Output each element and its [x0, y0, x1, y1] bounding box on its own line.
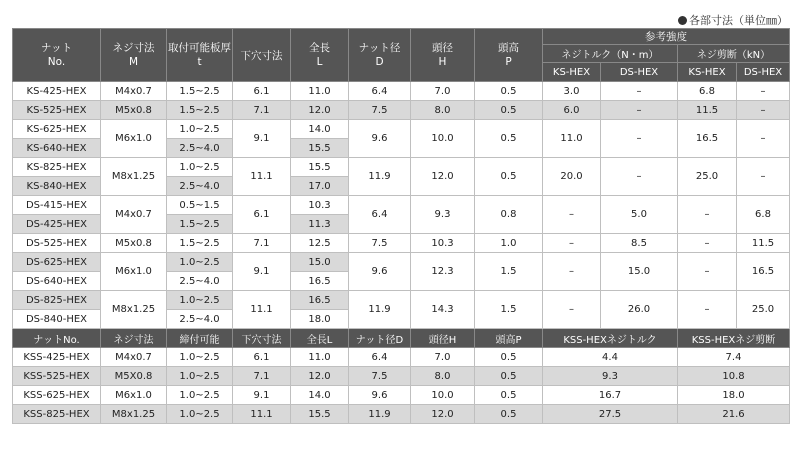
- cell-t: 1.5~2.5: [167, 234, 233, 253]
- cell-h: 10.0: [411, 120, 475, 158]
- col-head-dia: 頭径 H: [411, 29, 475, 82]
- cell-h: 7.0: [411, 82, 475, 101]
- cell-tq-ks: –: [543, 291, 601, 329]
- cell-p: 0.5: [475, 82, 543, 101]
- cell-d: 9.6: [349, 253, 411, 291]
- cell-sh-ks: –: [678, 196, 737, 234]
- cell-l: 16.5: [291, 272, 349, 291]
- cell-no: KS-640-HEX: [13, 139, 101, 158]
- cell-h: 14.3: [411, 291, 475, 329]
- cell-m: M6x1.0: [101, 253, 167, 291]
- cell-tq-ks: –: [543, 196, 601, 234]
- cell-tq-ds: 15.0: [601, 253, 678, 291]
- cell-d: 6.4: [349, 196, 411, 234]
- cell-l: 12.0: [291, 367, 349, 386]
- table-row: [13, 120, 790, 139]
- table-row: [13, 158, 790, 177]
- cell-no: KS-840-HEX: [13, 177, 101, 196]
- cell-sh-ds: –: [737, 82, 790, 101]
- cell-tq-ks: 20.0: [543, 158, 601, 196]
- col-torque: ネジトルク（N・m）: [543, 45, 678, 63]
- table-row: [13, 386, 790, 405]
- cell-no: KSS-825-HEX: [13, 405, 101, 424]
- cell-m: M4x0.7: [101, 196, 167, 234]
- cell-p: 0.5: [475, 348, 543, 367]
- cell-h: 7.0: [411, 348, 475, 367]
- table-row: [13, 196, 790, 215]
- cell-hole: 7.1: [233, 234, 291, 253]
- cell-tq-ks: 11.0: [543, 120, 601, 158]
- cell-no: DS-640-HEX: [13, 272, 101, 291]
- cell-no: DS-825-HEX: [13, 291, 101, 310]
- cell-h: 12.3: [411, 253, 475, 291]
- cell-d: 6.4: [349, 82, 411, 101]
- cell-t: 1.0~2.5: [167, 405, 233, 424]
- cell-sh: 18.0: [678, 386, 790, 405]
- cell-l: 12.5: [291, 234, 349, 253]
- cell-t: 2.5~4.0: [167, 139, 233, 158]
- cell-p: 0.5: [475, 158, 543, 196]
- cell-d: 6.4: [349, 348, 411, 367]
- cell-t: 1.0~2.5: [167, 253, 233, 272]
- cell-sh-ks: 16.5: [678, 120, 737, 158]
- cell-p: 1.0: [475, 234, 543, 253]
- cell-sh: 21.6: [678, 405, 790, 424]
- unit-note: [678, 12, 788, 28]
- cell-tq-ds: –: [601, 120, 678, 158]
- cell-sh-ks: 25.0: [678, 158, 737, 196]
- cell-sh: 7.4: [678, 348, 790, 367]
- col2-head-h: 頭高P: [475, 329, 543, 348]
- cell-l: 11.3: [291, 215, 349, 234]
- bullet-icon: [678, 16, 687, 25]
- cell-h: 10.3: [411, 234, 475, 253]
- cell-p: 0.5: [475, 367, 543, 386]
- cell-m: M4x0.7: [101, 348, 167, 367]
- cell-d: 9.6: [349, 386, 411, 405]
- cell-hole: 11.1: [233, 158, 291, 196]
- cell-t: 0.5~1.5: [167, 196, 233, 215]
- cell-p: 0.5: [475, 101, 543, 120]
- cell-no: KS-625-HEX: [13, 120, 101, 139]
- cell-sh-ks: 11.5: [678, 101, 737, 120]
- cell-no: KSS-425-HEX: [13, 348, 101, 367]
- table-row: [13, 253, 790, 272]
- cell-l: 16.5: [291, 291, 349, 310]
- cell-t: 1.0~2.5: [167, 367, 233, 386]
- cell-tq-ds: –: [601, 101, 678, 120]
- col-torque-ds: DS-HEX: [601, 63, 678, 82]
- cell-no: KS-525-HEX: [13, 101, 101, 120]
- cell-l: 12.0: [291, 101, 349, 120]
- cell-t: 2.5~4.0: [167, 310, 233, 329]
- cell-sh-ds: 25.0: [737, 291, 790, 329]
- cell-p: 0.8: [475, 196, 543, 234]
- cell-tq-ds: 5.0: [601, 196, 678, 234]
- table-row: [13, 348, 790, 367]
- cell-tq-ds: 8.5: [601, 234, 678, 253]
- cell-t: 1.5~2.5: [167, 101, 233, 120]
- cell-tq-ks: –: [543, 253, 601, 291]
- table-row: [13, 101, 790, 120]
- cell-m: M6x1.0: [101, 386, 167, 405]
- cell-m: M8x1.25: [101, 158, 167, 196]
- cell-l: 14.0: [291, 386, 349, 405]
- cell-sh-ds: 16.5: [737, 253, 790, 291]
- cell-l: 10.3: [291, 196, 349, 215]
- cell-tq-ds: –: [601, 158, 678, 196]
- cell-h: 8.0: [411, 101, 475, 120]
- cell-t: 1.5~2.5: [167, 215, 233, 234]
- cell-sh-ds: –: [737, 120, 790, 158]
- cell-m: M5X0.8: [101, 367, 167, 386]
- col2-neji: ネジ寸法: [101, 329, 167, 348]
- cell-tq-ks: –: [543, 234, 601, 253]
- cell-tq-ds: 26.0: [601, 291, 678, 329]
- cell-hole: 6.1: [233, 82, 291, 101]
- cell-hole: 6.1: [233, 196, 291, 234]
- cell-no: KS-825-HEX: [13, 158, 101, 177]
- cell-no: KS-425-HEX: [13, 82, 101, 101]
- cell-d: 11.9: [349, 291, 411, 329]
- cell-hole: 7.1: [233, 101, 291, 120]
- cell-sh-ds: –: [737, 158, 790, 196]
- cell-m: M4x0.7: [101, 82, 167, 101]
- col-board: 取付可能板厚 t: [167, 29, 233, 82]
- col2-torque: KSS-HEXネジトルク: [543, 329, 678, 348]
- cell-sh-ks: 6.8: [678, 82, 737, 101]
- cell-l: 17.0: [291, 177, 349, 196]
- col-shear-ks: KS-HEX: [678, 63, 737, 82]
- cell-no: DS-525-HEX: [13, 234, 101, 253]
- cell-m: M5x0.8: [101, 234, 167, 253]
- cell-h: 10.0: [411, 386, 475, 405]
- col-shear-ds: DS-HEX: [737, 63, 790, 82]
- cell-sh-ds: 6.8: [737, 196, 790, 234]
- col2-nut-no: ナットNo.: [13, 329, 101, 348]
- table-row: [13, 234, 790, 253]
- cell-p: 1.5: [475, 291, 543, 329]
- cell-hole: 9.1: [233, 386, 291, 405]
- cell-hole: 11.1: [233, 405, 291, 424]
- cell-l: 15.5: [291, 158, 349, 177]
- cell-d: 7.5: [349, 234, 411, 253]
- cell-l: 11.0: [291, 82, 349, 101]
- cell-t: 1.0~2.5: [167, 348, 233, 367]
- cell-tq: 27.5: [543, 405, 678, 424]
- cell-d: 9.6: [349, 120, 411, 158]
- col-neji: ネジ寸法 M: [101, 29, 167, 82]
- cell-tq-ks: 6.0: [543, 101, 601, 120]
- cell-sh-ds: –: [737, 101, 790, 120]
- col2-length: 全長L: [291, 329, 349, 348]
- cell-d: 11.9: [349, 405, 411, 424]
- cell-sh-ks: –: [678, 291, 737, 329]
- cell-d: 7.5: [349, 367, 411, 386]
- table-row: [13, 367, 790, 386]
- col-torque-ks: KS-HEX: [543, 63, 601, 82]
- col2-nut-dia: ナット径D: [349, 329, 411, 348]
- col2-shear: KSS-HEXネジ剪断: [678, 329, 790, 348]
- table-row: [13, 291, 790, 310]
- cell-l: 15.5: [291, 139, 349, 158]
- col2-board: 締付可能: [167, 329, 233, 348]
- table-row: [13, 405, 790, 424]
- cell-p: 1.5: [475, 253, 543, 291]
- cell-hole: 9.1: [233, 253, 291, 291]
- cell-t: 1.0~2.5: [167, 386, 233, 405]
- table-row: [13, 82, 790, 101]
- cell-h: 12.0: [411, 158, 475, 196]
- cell-sh: 10.8: [678, 367, 790, 386]
- cell-m: M8x1.25: [101, 405, 167, 424]
- spec-table: [12, 28, 790, 424]
- cell-p: 0.5: [475, 405, 543, 424]
- cell-t: 1.5~2.5: [167, 82, 233, 101]
- cell-l: 14.0: [291, 120, 349, 139]
- cell-l: 18.0: [291, 310, 349, 329]
- cell-tq: 16.7: [543, 386, 678, 405]
- cell-p: 0.5: [475, 386, 543, 405]
- col-hole: 下穴寸法: [233, 29, 291, 82]
- cell-sh-ks: –: [678, 234, 737, 253]
- cell-t: 1.0~2.5: [167, 120, 233, 139]
- cell-m: M5x0.8: [101, 101, 167, 120]
- cell-tq: 4.4: [543, 348, 678, 367]
- cell-t: 2.5~4.0: [167, 177, 233, 196]
- cell-no: KSS-525-HEX: [13, 367, 101, 386]
- cell-tq: 9.3: [543, 367, 678, 386]
- cell-hole: 9.1: [233, 120, 291, 158]
- cell-no: DS-415-HEX: [13, 196, 101, 215]
- cell-h: 12.0: [411, 405, 475, 424]
- cell-l: 15.5: [291, 405, 349, 424]
- cell-p: 0.5: [475, 120, 543, 158]
- cell-h: 8.0: [411, 367, 475, 386]
- cell-hole: 11.1: [233, 291, 291, 329]
- col2-head-dia: 頭径H: [411, 329, 475, 348]
- col2-hole: 下穴寸法: [233, 329, 291, 348]
- cell-h: 9.3: [411, 196, 475, 234]
- col-nut-dia: ナット径 D: [349, 29, 411, 82]
- cell-m: M8x1.25: [101, 291, 167, 329]
- cell-no: KSS-625-HEX: [13, 386, 101, 405]
- unit-label: 各部寸法（単位㎜）: [689, 14, 788, 27]
- cell-l: 15.0: [291, 253, 349, 272]
- col-head-h: 頭高 P: [475, 29, 543, 82]
- cell-tq-ks: 3.0: [543, 82, 601, 101]
- col-nut-no: ナット No.: [13, 29, 101, 82]
- col-shear: ネジ剪断（kN）: [678, 45, 790, 63]
- cell-hole: 7.1: [233, 367, 291, 386]
- cell-hole: 6.1: [233, 348, 291, 367]
- col-length: 全長 L: [291, 29, 349, 82]
- cell-l: 11.0: [291, 348, 349, 367]
- cell-no: DS-840-HEX: [13, 310, 101, 329]
- col-strength: 参考強度: [543, 29, 790, 45]
- cell-sh-ks: –: [678, 253, 737, 291]
- cell-sh-ds: 11.5: [737, 234, 790, 253]
- cell-no: DS-625-HEX: [13, 253, 101, 272]
- cell-d: 11.9: [349, 158, 411, 196]
- cell-t: 1.0~2.5: [167, 291, 233, 310]
- cell-t: 2.5~4.0: [167, 272, 233, 291]
- cell-m: M6x1.0: [101, 120, 167, 158]
- cell-no: DS-425-HEX: [13, 215, 101, 234]
- cell-tq-ds: –: [601, 82, 678, 101]
- cell-t: 1.0~2.5: [167, 158, 233, 177]
- cell-d: 7.5: [349, 101, 411, 120]
